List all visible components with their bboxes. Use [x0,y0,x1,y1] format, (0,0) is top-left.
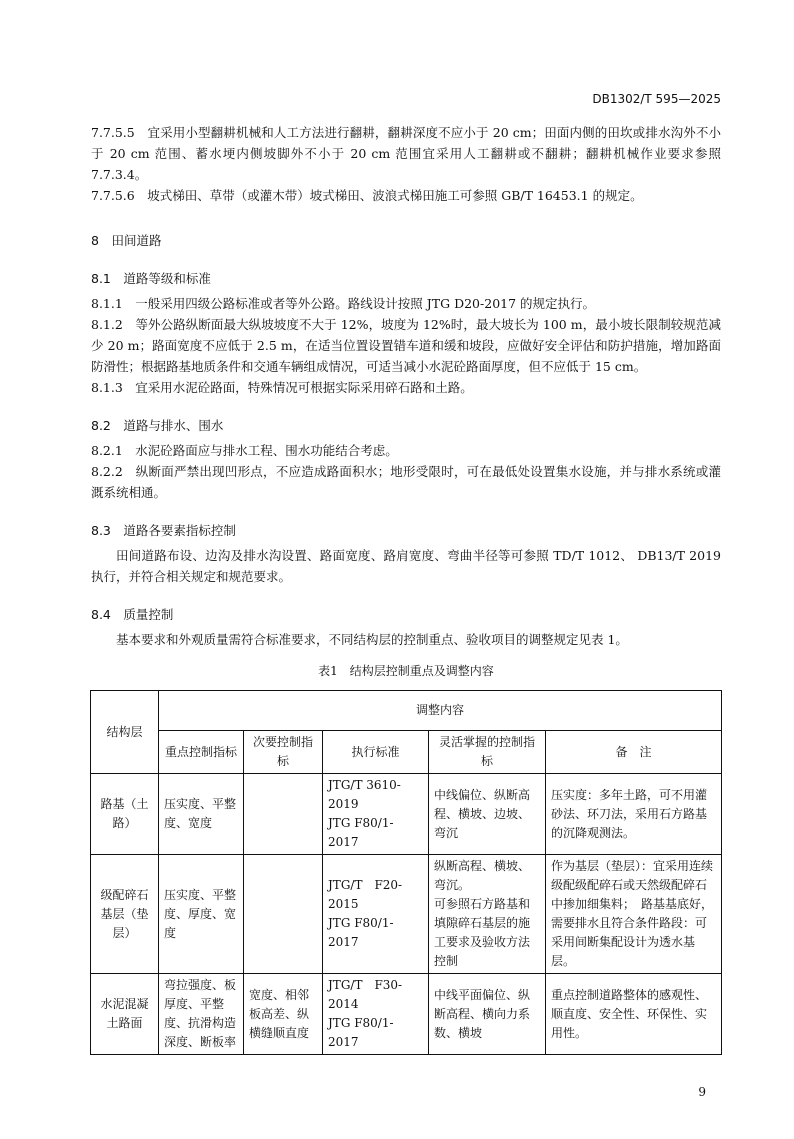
para-8-2-1: 8.2.1 水泥砼路面应与排水工程、围水功能结合考虑。 [91,443,398,458]
col-header: 次要控制指标 [244,731,323,774]
para-8-1-2: 8.1.2 等外公路纵断面最大纵坡坡度不大于 12%，坡度为 12%时，最大坡长为 100 m，最小坡长限制较规范减少 20 m；路面宽度不应低于 2.5 m，在适当位置设置错车道和缓和坡段，应做好安全评估和防护措施，增加路面防滑性；根据路基地质条件和交通车辆组成情况，可适当减小水泥砼路面厚度，但不应低于 15 cm。 [91,317,721,374]
cell: 重点控制道路整体的感观性、顺直度、安全性、环保性、实用性。 [546,974,722,1055]
cell: JTG/T F20-2015 JTG F80/1-2017 [323,855,429,974]
para-8-4: 基本要求和外观质量需符合标准要求，不同结构层的控制重点、验收项目的调整规定见表 1。 [116,632,628,647]
para-8-2-2: 8.2.2 纵断面严禁出现凹形点，不应造成路面积水；地形受限时，可在最低处设置集水设施，并与排水系统或灌溉系统相通。 [91,464,721,500]
cell: 纵断高程、横坡、弯沉。 可参照石方路基和填隙碎石基层的施工要求及验收方法控制 [429,855,546,974]
para-8-3: 田间道路布设、边沟及排水沟设置、路面宽度、路肩宽度、弯曲半径等可参照 TD/T 1012、 DB13/T 2019 执行，并符合相关规定和规范要求。 [91,548,721,584]
header-layer: 结构层 [91,691,159,774]
para-8-1-3: 8.1.3 宜采用水泥砼路面，特殊情况可根据实际采用碎石路和土路。 [91,380,473,395]
table-row [91,774,722,855]
col-header: 备 注 [546,731,722,774]
cell: 作为基层（垫层）：宜采用连续级配级配碎石或天然级配碎石中掺加细集料； 路基基底好，需要排水且符合条件路段：可采用间断集配设计为透水基层。 [546,855,722,974]
heading-8-4: 8.4 质量控制 [91,607,174,622]
cell: 中线平面偏位、纵断高程、横向力系数、横坡 [429,974,546,1055]
col-header: 重点控制指标 [159,731,244,774]
header-adjust: 调整内容 [159,691,722,731]
page-number: 9 [698,1085,706,1099]
para-7-7-5-5: 7.7.5.5 宜采用小型翻耕机械和人工方法进行翻耕，翻耕深度不应小于 20 cm；田面内侧的田坎或排水沟外不小于 20 cm 范围、蓄水埂内侧坡脚外不小于 20 cm 范围宜采用人工翻耕或不翻耕；翻耕机械作业要求参照 7.7.3.4。 [91,125,721,182]
heading-8-1: 8.1 道路等级和标准 [91,271,211,286]
cell [244,855,323,974]
cell: 级配碎石基层（垫层） [91,855,159,974]
para-7-7-5-6: 7.7.5.6 坡式梯田、草带（或灌木带）坡式梯田、波浪式梯田施工可参照 GB/T 16453.1 的规定。 [91,188,643,203]
col-header: 灵活掌握的控制指标 [429,731,546,774]
cell: JTG/T F30-2014 JTG F80/1-2017 [323,974,429,1055]
cell: 宽度、相邻板高差、纵横缝顺直度 [244,974,323,1055]
structure-layer-table [90,690,722,1055]
table-row [91,855,722,974]
heading-8-2: 8.2 道路与排水、围水 [91,418,224,433]
col-header: 执行标准 [323,731,429,774]
table-caption: 表1 结构层控制重点及调整内容 [318,664,494,678]
para-8-1-1: 8.1.1 一般采用四级公路标准或者等外公路。路线设计按照 JTG D20-2017 的规定执行。 [91,296,596,311]
cell: 路基（土路） [91,774,159,855]
cell: 弯拉强度、板厚度、平整度、抗滑构造深度、断板率 [159,974,244,1055]
cell: JTG/T 3610-2019 JTG F80/1-2017 [323,774,429,855]
cell [244,774,323,855]
doc-header: DB1302/T 595—2025 [592,92,721,106]
cell: 中线偏位、纵断高程、横坡、边坡、弯沉 [429,774,546,855]
cell: 压实度：多年土路，可不用灌砂法、环刀法，采用石方路基的沉降观测法。 [546,774,722,855]
cell: 压实度、平整度、厚度、宽度 [159,855,244,974]
cell: 水泥混凝土路面 [91,974,159,1055]
heading-8: 8 田间道路 [91,233,162,248]
table-row [91,974,722,1055]
heading-8-3: 8.3 道路各要素指标控制 [91,523,236,538]
cell: 压实度、平整度、宽度 [159,774,244,855]
